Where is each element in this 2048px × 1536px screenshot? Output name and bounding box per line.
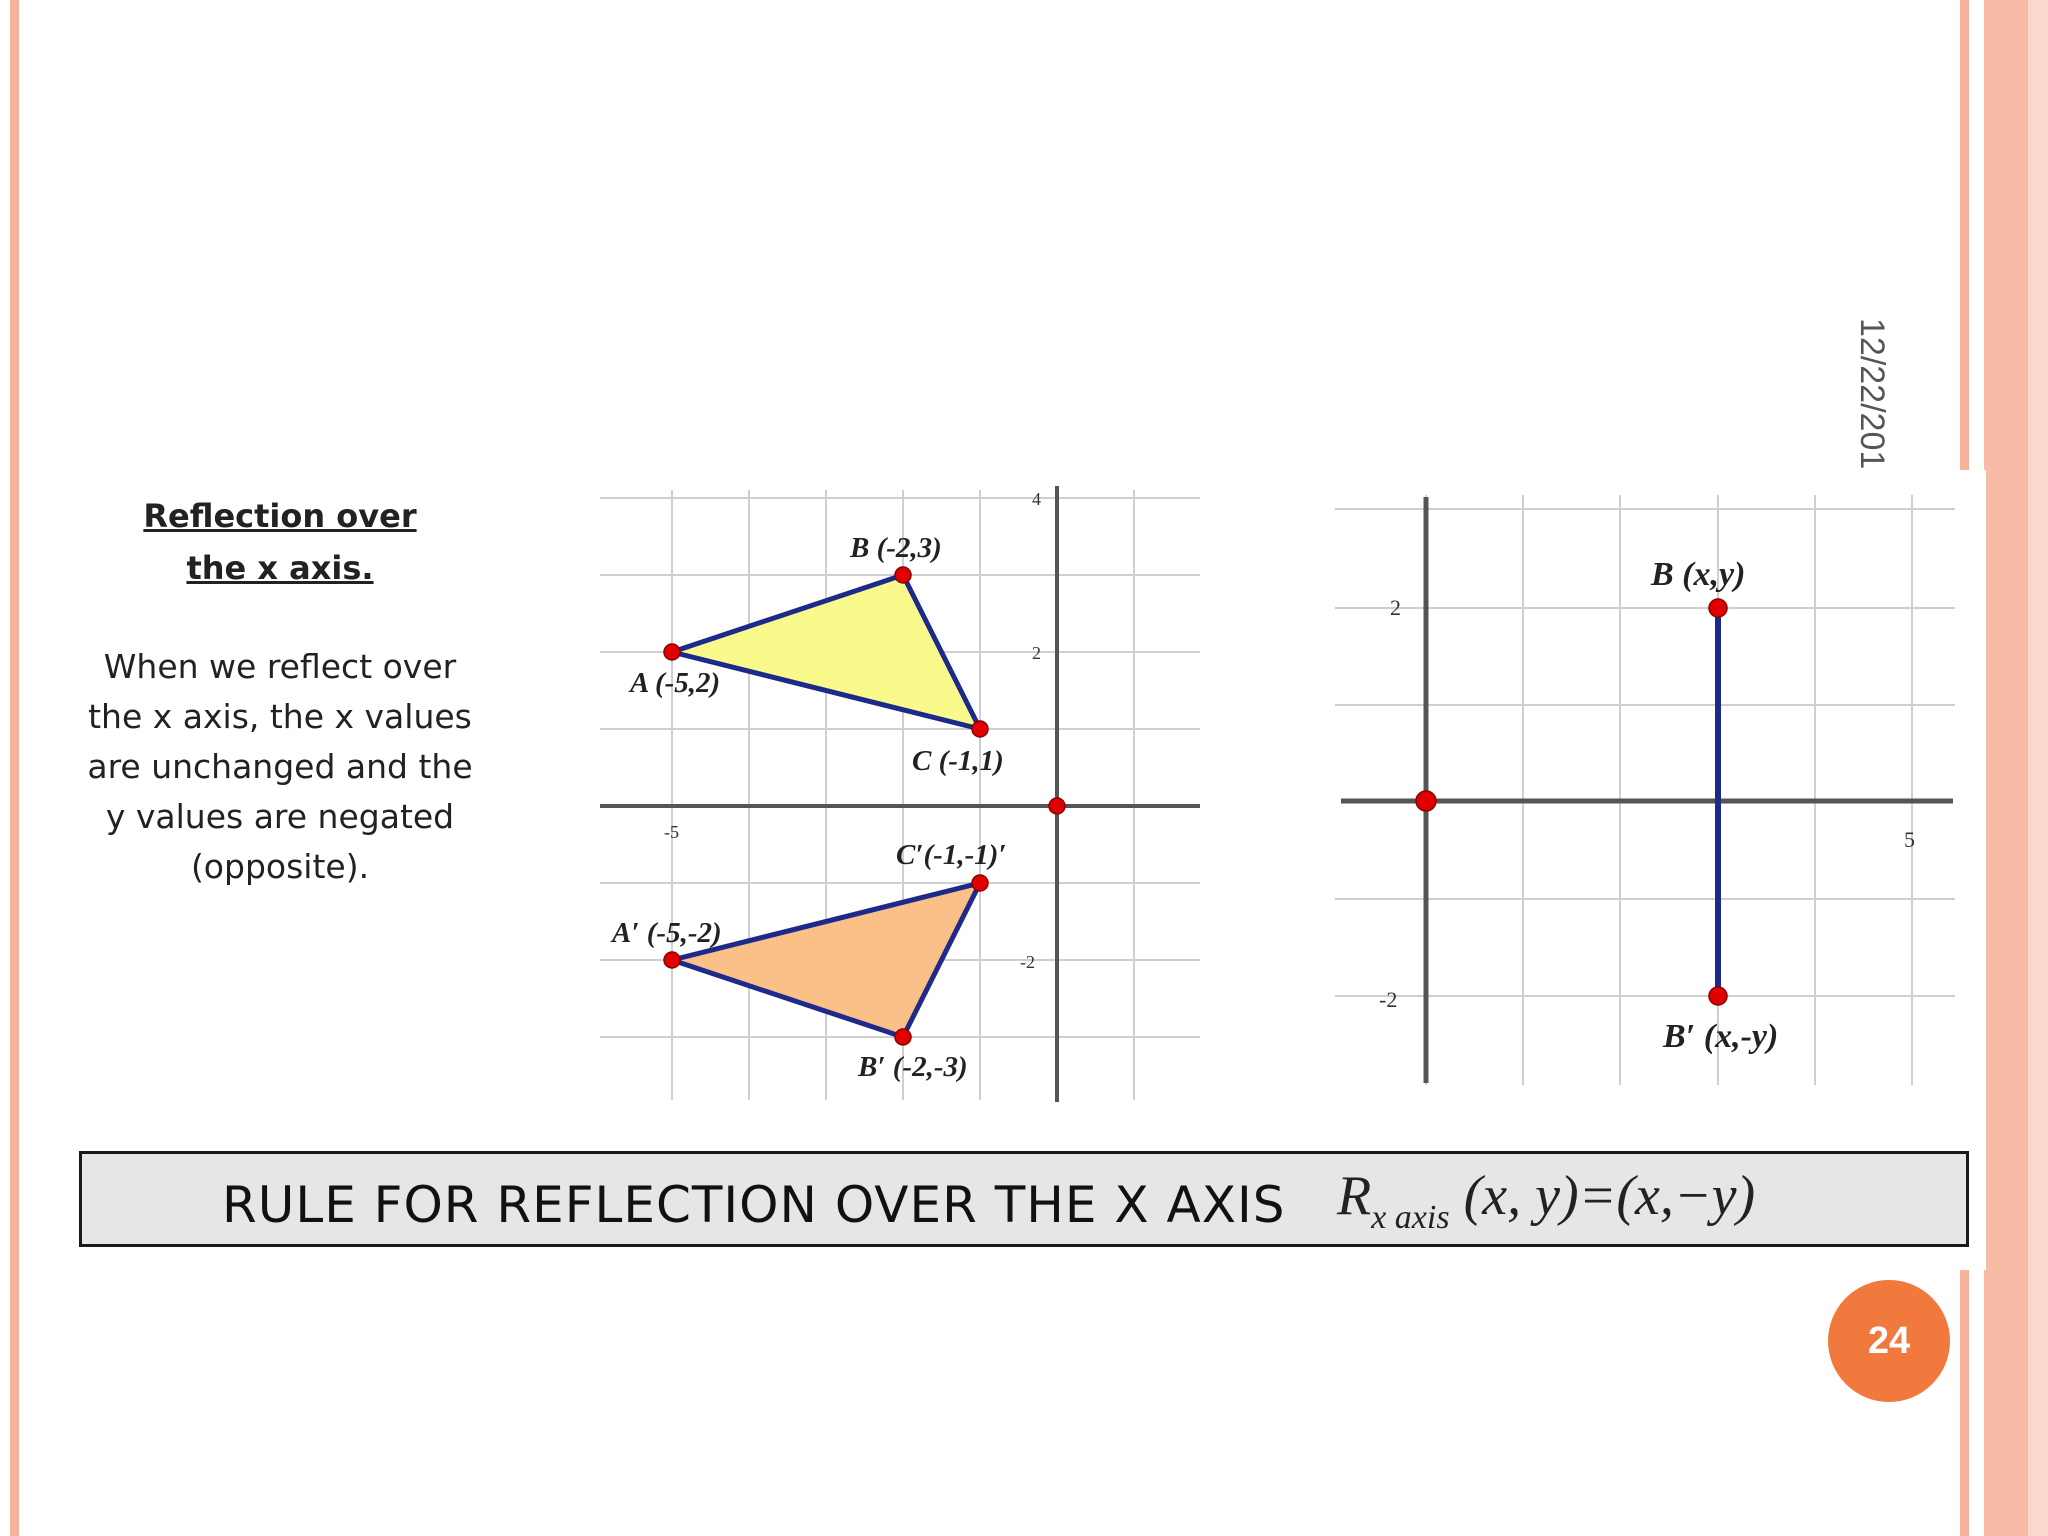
point-c [972, 721, 988, 737]
triangle-reflection-graph [600, 480, 1206, 1108]
left-accent-bar [10, 0, 19, 1536]
point-a [664, 644, 680, 660]
panel-title-line-1: Reflection over [143, 497, 417, 535]
rule-formula [1337, 1164, 1756, 1236]
point-b [895, 567, 911, 583]
panel-title-line-2: the x axis. [186, 549, 374, 587]
formula-subscript: x axis [1371, 1199, 1450, 1236]
origin-point [1049, 798, 1065, 814]
label-b: B (-2,3) [850, 532, 942, 564]
left-text-panel [80, 490, 480, 892]
label-a-prime: A′ (-5,-2) [612, 917, 722, 949]
point-b-prime-general [1709, 987, 1727, 1005]
origin-point-2 [1416, 791, 1436, 811]
label-c: C (-1,1) [912, 745, 1004, 777]
explanation-text: When we reflect over the x axis, the x values are unchanged and the y values are negated (opposite). [87, 647, 473, 886]
graph-2-tick-y-neg2: -2 [1379, 987, 1398, 1012]
label-c-prime: C′(-1,-1)′ [896, 839, 1007, 871]
right-accent-bar-wide [1984, 0, 2028, 1536]
label-b-general: B (x,y) [1651, 556, 1746, 593]
rule-box [79, 1151, 1969, 1247]
right-accent-bar-light [2028, 0, 2048, 1536]
graph-1-tick-y-neg2: -2 [1020, 952, 1035, 972]
page-number-badge: 24 [1828, 1280, 1950, 1402]
label-b-prime: B′ (-2,-3) [858, 1051, 968, 1083]
graph-1-tick-y-2: 2 [1032, 643, 1041, 663]
rule-text: RULE FOR REFLECTION OVER THE X AXIS [222, 1176, 1286, 1234]
point-b-general [1709, 599, 1727, 617]
formula-body: (x, y)=(x,−y) [1463, 1165, 1756, 1227]
point-a-prime [664, 952, 680, 968]
label-b-prime-general: B′ (x,-y) [1663, 1018, 1779, 1055]
graph-1-tick-x-neg5: -5 [664, 822, 679, 842]
general-reflection-graph [1335, 485, 1955, 1095]
label-a: A (-5,2) [630, 667, 721, 699]
graph-2-tick-x-5: 5 [1904, 827, 1915, 852]
formula-r: R [1337, 1165, 1372, 1227]
point-c-prime [972, 875, 988, 891]
point-b-prime [895, 1029, 911, 1045]
slide-date: 12/22/201 [1853, 318, 1891, 470]
graph-1-tick-y-4: 4 [1032, 489, 1041, 509]
graph-2-tick-y-2: 2 [1390, 595, 1401, 620]
